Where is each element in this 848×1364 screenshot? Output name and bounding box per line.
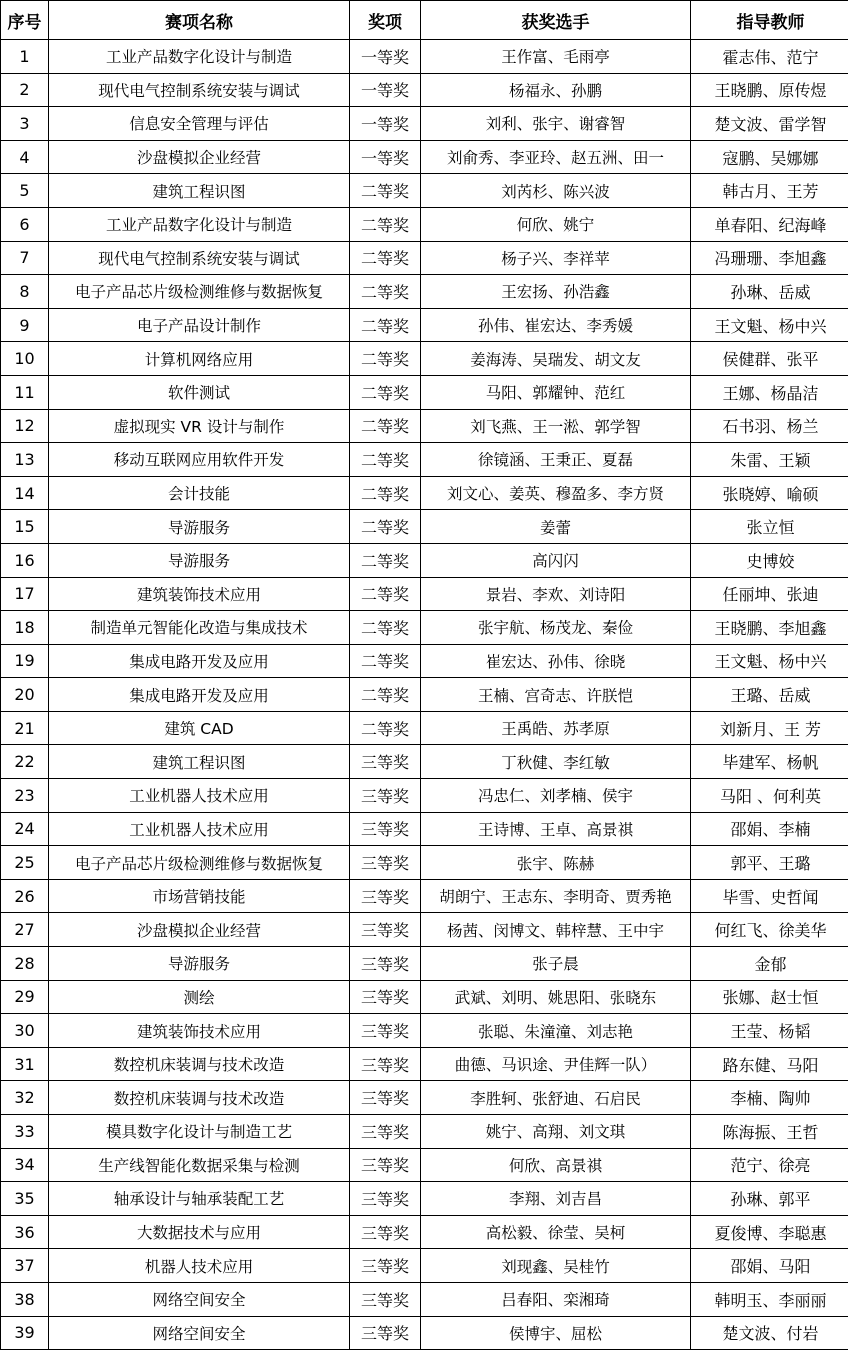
cell-award: 二等奖 <box>350 577 421 611</box>
cell-event: 建筑装饰技术应用 <box>49 577 350 611</box>
cell-winners: 何欣、姚宁 <box>421 207 691 241</box>
table-row <box>1 1081 848 1115</box>
cell-award: 二等奖 <box>350 678 421 712</box>
cell-index: 4 <box>1 140 49 174</box>
cell-event: 建筑装饰技术应用 <box>49 1014 350 1048</box>
cell-winners: 张宇航、杨茂龙、秦俭 <box>421 611 691 645</box>
header-row <box>1 1 848 40</box>
cell-award: 二等奖 <box>350 611 421 645</box>
cell-event: 现代电气控制系统安装与调试 <box>49 73 350 107</box>
cell-teachers: 金郁 <box>691 947 848 981</box>
cell-winners: 姜蕾 <box>421 510 691 544</box>
cell-index: 10 <box>1 342 49 376</box>
cell-teachers: 王文魁、杨中兴 <box>691 308 848 342</box>
cell-index: 2 <box>1 73 49 107</box>
cell-index: 23 <box>1 779 49 813</box>
table-row <box>1 1215 848 1249</box>
cell-teachers: 路东健、马阳 <box>691 1047 848 1081</box>
cell-award: 二等奖 <box>350 241 421 275</box>
table-row <box>1 140 848 174</box>
cell-index: 7 <box>1 241 49 275</box>
cell-award: 三等奖 <box>350 745 421 779</box>
cell-teachers: 王莹、杨韬 <box>691 1014 848 1048</box>
cell-award: 一等奖 <box>350 140 421 174</box>
table-row <box>1 409 848 443</box>
cell-award: 三等奖 <box>350 812 421 846</box>
cell-index: 11 <box>1 375 49 409</box>
cell-award: 三等奖 <box>350 1047 421 1081</box>
cell-index: 12 <box>1 409 49 443</box>
table-row <box>1 611 848 645</box>
cell-teachers: 孙琳、岳威 <box>691 275 848 309</box>
cell-index: 28 <box>1 947 49 981</box>
cell-index: 5 <box>1 174 49 208</box>
cell-index: 34 <box>1 1148 49 1182</box>
table-row <box>1 342 848 376</box>
table-row <box>1 73 848 107</box>
cell-winners: 刘文心、姜英、穆盈多、李方贤 <box>421 476 691 510</box>
table-row <box>1 711 848 745</box>
cell-award: 二等奖 <box>350 275 421 309</box>
cell-award: 二等奖 <box>350 207 421 241</box>
cell-winners: 王作富、毛雨亭 <box>421 40 691 74</box>
cell-award: 二等奖 <box>350 443 421 477</box>
cell-winners: 丁秋健、李红敏 <box>421 745 691 779</box>
cell-award: 三等奖 <box>350 1282 421 1316</box>
cell-event: 机器人技术应用 <box>49 1249 350 1283</box>
cell-award: 一等奖 <box>350 107 421 141</box>
table-row <box>1 107 848 141</box>
cell-teachers: 侯健群、张平 <box>691 342 848 376</box>
table-row <box>1 1014 848 1048</box>
cell-event: 生产线智能化数据采集与检测 <box>49 1148 350 1182</box>
cell-winners: 刘利、张宇、谢睿智 <box>421 107 691 141</box>
cell-event: 集成电路开发及应用 <box>49 678 350 712</box>
table-row <box>1 678 848 712</box>
cell-award: 三等奖 <box>350 779 421 813</box>
cell-teachers: 寇鹏、吴娜娜 <box>691 140 848 174</box>
cell-winners: 王宏扬、孙浩鑫 <box>421 275 691 309</box>
cell-index: 8 <box>1 275 49 309</box>
cell-index: 1 <box>1 40 49 74</box>
cell-index: 18 <box>1 611 49 645</box>
cell-event: 集成电路开发及应用 <box>49 644 350 678</box>
table-row <box>1 745 848 779</box>
cell-index: 36 <box>1 1215 49 1249</box>
table-row <box>1 1148 848 1182</box>
cell-award: 三等奖 <box>350 1014 421 1048</box>
cell-teachers: 刘新月、王 芳 <box>691 711 848 745</box>
cell-event: 市场营销技能 <box>49 879 350 913</box>
cell-winners: 冯忠仁、刘孝楠、侯宇 <box>421 779 691 813</box>
table-row <box>1 1249 848 1283</box>
cell-winners: 刘芮杉、陈兴波 <box>421 174 691 208</box>
cell-winners: 王禹皓、苏孝原 <box>421 711 691 745</box>
cell-index: 14 <box>1 476 49 510</box>
cell-winners: 李翔、刘吉昌 <box>421 1182 691 1216</box>
cell-index: 24 <box>1 812 49 846</box>
cell-award: 二等奖 <box>350 476 421 510</box>
cell-event: 沙盘模拟企业经营 <box>49 913 350 947</box>
cell-event: 模具数字化设计与制造工艺 <box>49 1115 350 1149</box>
cell-event: 导游服务 <box>49 510 350 544</box>
cell-teachers: 单春阳、纪海峰 <box>691 207 848 241</box>
cell-teachers: 楚文波、雷学智 <box>691 107 848 141</box>
cell-event: 导游服务 <box>49 947 350 981</box>
cell-teachers: 王文魁、杨中兴 <box>691 644 848 678</box>
cell-teachers: 马阳 、何利英 <box>691 779 848 813</box>
cell-teachers: 张立恒 <box>691 510 848 544</box>
table-row <box>1 879 848 913</box>
cell-award: 三等奖 <box>350 913 421 947</box>
table-row <box>1 476 848 510</box>
cell-event: 软件测试 <box>49 375 350 409</box>
cell-award: 二等奖 <box>350 543 421 577</box>
cell-winners: 武斌、刘明、姚思阳、张晓东 <box>421 980 691 1014</box>
cell-teachers: 邵娟、李楠 <box>691 812 848 846</box>
cell-award: 三等奖 <box>350 846 421 880</box>
cell-event: 数控机床装调与技术改造 <box>49 1081 350 1115</box>
cell-event: 虚拟现实 VR 设计与制作 <box>49 409 350 443</box>
table-row <box>1 241 848 275</box>
cell-winners: 何欣、高景祺 <box>421 1148 691 1182</box>
cell-winners: 曲德、马识途、尹佳辉一队） <box>421 1047 691 1081</box>
cell-index: 31 <box>1 1047 49 1081</box>
cell-event: 工业机器人技术应用 <box>49 812 350 846</box>
cell-winners: 孙伟、崔宏达、李秀媛 <box>421 308 691 342</box>
cell-event: 网络空间安全 <box>49 1282 350 1316</box>
table-row <box>1 1316 848 1350</box>
cell-teachers: 李楠、陶帅 <box>691 1081 848 1115</box>
cell-index: 32 <box>1 1081 49 1115</box>
cell-index: 39 <box>1 1316 49 1350</box>
table-row <box>1 1182 848 1216</box>
table-row <box>1 947 848 981</box>
cell-teachers: 朱雷、王颖 <box>691 443 848 477</box>
table-row <box>1 1282 848 1316</box>
cell-award: 三等奖 <box>350 1316 421 1350</box>
cell-teachers: 范宁、徐亮 <box>691 1148 848 1182</box>
cell-index: 21 <box>1 711 49 745</box>
cell-award: 一等奖 <box>350 40 421 74</box>
cell-award: 三等奖 <box>350 1215 421 1249</box>
cell-teachers: 郭平、王璐 <box>691 846 848 880</box>
cell-teachers: 张晓婷、喻硕 <box>691 476 848 510</box>
cell-winners: 王诗博、王卓、高景祺 <box>421 812 691 846</box>
cell-award: 二等奖 <box>350 409 421 443</box>
cell-award: 三等奖 <box>350 1249 421 1283</box>
cell-index: 26 <box>1 879 49 913</box>
cell-winners: 姚宁、高翔、刘文琪 <box>421 1115 691 1149</box>
cell-index: 6 <box>1 207 49 241</box>
cell-teachers: 王晓鹏、原传煜 <box>691 73 848 107</box>
cell-event: 现代电气控制系统安装与调试 <box>49 241 350 275</box>
cell-winners: 刘俞秀、李亚玲、赵五洲、田一 <box>421 140 691 174</box>
cell-index: 15 <box>1 510 49 544</box>
cell-winners: 张聪、朱潼潼、刘志艳 <box>421 1014 691 1048</box>
cell-event: 信息安全管理与评估 <box>49 107 350 141</box>
cell-winners: 胡朗宁、王志东、李明奇、贾秀艳 <box>421 879 691 913</box>
cell-winners: 吕春阳、栾湘琦 <box>421 1282 691 1316</box>
cell-teachers: 王璐、岳威 <box>691 678 848 712</box>
cell-index: 3 <box>1 107 49 141</box>
table-row <box>1 207 848 241</box>
cell-winners: 杨福永、孙鹏 <box>421 73 691 107</box>
table-row <box>1 275 848 309</box>
table-row <box>1 308 848 342</box>
cell-winners: 侯博宇、屈松 <box>421 1316 691 1350</box>
header-teachers: 指导教师 <box>691 1 848 40</box>
cell-event: 移动互联网应用软件开发 <box>49 443 350 477</box>
cell-winners: 姜海涛、吴瑞发、胡文友 <box>421 342 691 376</box>
cell-event: 电子产品芯片级检测维修与数据恢复 <box>49 846 350 880</box>
cell-event: 电子产品芯片级检测维修与数据恢复 <box>49 275 350 309</box>
cell-index: 35 <box>1 1182 49 1216</box>
cell-winners: 张宇、陈赫 <box>421 846 691 880</box>
cell-event: 工业产品数字化设计与制造 <box>49 40 350 74</box>
cell-winners: 崔宏达、孙伟、徐晓 <box>421 644 691 678</box>
cell-event: 建筑 CAD <box>49 711 350 745</box>
cell-award: 二等奖 <box>350 174 421 208</box>
cell-index: 29 <box>1 980 49 1014</box>
cell-award: 一等奖 <box>350 73 421 107</box>
table-row <box>1 1115 848 1149</box>
cell-event: 网络空间安全 <box>49 1316 350 1350</box>
cell-teachers: 任丽坤、张迪 <box>691 577 848 611</box>
cell-event: 测绘 <box>49 980 350 1014</box>
cell-teachers: 韩明玉、李丽丽 <box>691 1282 848 1316</box>
cell-teachers: 陈海振、王哲 <box>691 1115 848 1149</box>
cell-winners: 杨茜、闵博文、韩梓慧、王中宇 <box>421 913 691 947</box>
table-row <box>1 812 848 846</box>
table-row <box>1 543 848 577</box>
cell-index: 38 <box>1 1282 49 1316</box>
cell-teachers: 夏俊博、李聪惠 <box>691 1215 848 1249</box>
cell-event: 数控机床装调与技术改造 <box>49 1047 350 1081</box>
table-row <box>1 577 848 611</box>
cell-teachers: 张娜、赵士恒 <box>691 980 848 1014</box>
cell-teachers: 韩古月、王芳 <box>691 174 848 208</box>
header-winners: 获奖选手 <box>421 1 691 40</box>
cell-award: 二等奖 <box>350 342 421 376</box>
table-row <box>1 443 848 477</box>
table-row <box>1 913 848 947</box>
cell-teachers: 霍志伟、范宁 <box>691 40 848 74</box>
cell-award: 二等奖 <box>350 375 421 409</box>
cell-winners: 李胜轲、张舒迪、石启民 <box>421 1081 691 1115</box>
cell-index: 16 <box>1 543 49 577</box>
cell-index: 37 <box>1 1249 49 1283</box>
cell-event: 沙盘模拟企业经营 <box>49 140 350 174</box>
cell-winners: 刘飞燕、王一淞、郭学智 <box>421 409 691 443</box>
cell-teachers: 孙琳、郭平 <box>691 1182 848 1216</box>
cell-event: 工业产品数字化设计与制造 <box>49 207 350 241</box>
cell-winners: 刘现鑫、吴桂竹 <box>421 1249 691 1283</box>
table-row <box>1 510 848 544</box>
cell-award: 二等奖 <box>350 510 421 544</box>
cell-teachers: 冯珊珊、李旭鑫 <box>691 241 848 275</box>
cell-event: 导游服务 <box>49 543 350 577</box>
cell-event: 制造单元智能化改造与集成技术 <box>49 611 350 645</box>
cell-winners: 徐镜涵、王秉正、夏磊 <box>421 443 691 477</box>
cell-index: 33 <box>1 1115 49 1149</box>
cell-event: 建筑工程识图 <box>49 174 350 208</box>
cell-event: 电子产品设计制作 <box>49 308 350 342</box>
cell-winners: 马阳、郭耀钟、范红 <box>421 375 691 409</box>
table-row <box>1 1047 848 1081</box>
cell-index: 19 <box>1 644 49 678</box>
cell-event: 大数据技术与应用 <box>49 1215 350 1249</box>
cell-teachers: 邵娟、马阳 <box>691 1249 848 1283</box>
table-row <box>1 846 848 880</box>
cell-event: 轴承设计与轴承装配工艺 <box>49 1182 350 1216</box>
cell-award: 三等奖 <box>350 947 421 981</box>
table-row <box>1 375 848 409</box>
cell-teachers: 毕建军、杨帆 <box>691 745 848 779</box>
cell-award: 三等奖 <box>350 1148 421 1182</box>
table-row <box>1 40 848 74</box>
header-award: 奖项 <box>350 1 421 40</box>
cell-award: 二等奖 <box>350 308 421 342</box>
header-index: 序号 <box>1 1 49 40</box>
cell-winners: 王楠、宫奇志、许朕恺 <box>421 678 691 712</box>
cell-award: 二等奖 <box>350 644 421 678</box>
cell-index: 27 <box>1 913 49 947</box>
cell-index: 13 <box>1 443 49 477</box>
cell-winners: 高闪闪 <box>421 543 691 577</box>
cell-award: 二等奖 <box>350 711 421 745</box>
cell-event: 会计技能 <box>49 476 350 510</box>
cell-teachers: 王晓鹏、李旭鑫 <box>691 611 848 645</box>
cell-teachers: 毕雪、史哲闻 <box>691 879 848 913</box>
cell-award: 三等奖 <box>350 879 421 913</box>
cell-index: 25 <box>1 846 49 880</box>
cell-index: 17 <box>1 577 49 611</box>
table-row <box>1 779 848 813</box>
header-event: 赛项名称 <box>49 1 350 40</box>
cell-index: 22 <box>1 745 49 779</box>
table-row <box>1 980 848 1014</box>
cell-winners: 高松毅、徐莹、吴柯 <box>421 1215 691 1249</box>
cell-teachers: 史博姣 <box>691 543 848 577</box>
cell-winners: 景岩、李欢、刘诗阳 <box>421 577 691 611</box>
cell-index: 9 <box>1 308 49 342</box>
cell-teachers: 楚文波、付岩 <box>691 1316 848 1350</box>
table-row <box>1 644 848 678</box>
cell-index: 30 <box>1 1014 49 1048</box>
cell-event: 计算机网络应用 <box>49 342 350 376</box>
cell-event: 工业机器人技术应用 <box>49 779 350 813</box>
cell-teachers: 王娜、杨晶洁 <box>691 375 848 409</box>
cell-teachers: 何红飞、徐美华 <box>691 913 848 947</box>
cell-event: 建筑工程识图 <box>49 745 350 779</box>
cell-winners: 张子晨 <box>421 947 691 981</box>
cell-teachers: 石书羽、杨兰 <box>691 409 848 443</box>
cell-winners: 杨子兴、李祥苹 <box>421 241 691 275</box>
cell-award: 三等奖 <box>350 1081 421 1115</box>
cell-award: 三等奖 <box>350 980 421 1014</box>
cell-award: 三等奖 <box>350 1182 421 1216</box>
cell-index: 20 <box>1 678 49 712</box>
table-row <box>1 174 848 208</box>
cell-award: 三等奖 <box>350 1115 421 1149</box>
